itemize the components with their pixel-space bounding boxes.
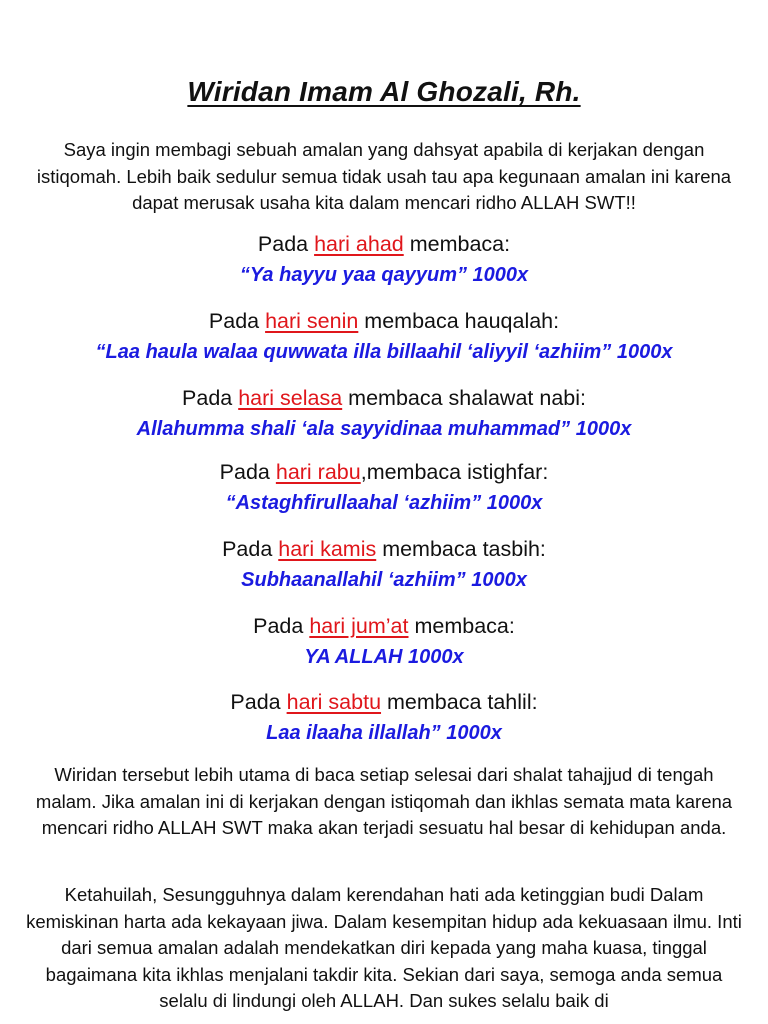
- recitation-text: Laa ilaaha illallah” 1000x: [266, 722, 502, 744]
- day-instruction: [0, 612, 768, 642]
- recitation-text: “Laa haula walaa quwwata illa billaahil ‘aliyyil ‘azhiim” 1000x: [95, 341, 673, 363]
- day-prefix: Pada: [230, 690, 287, 714]
- day-block-rabu: [0, 458, 768, 516]
- day-name: hari ahad: [314, 232, 404, 256]
- day-instruction: [0, 307, 768, 337]
- intro-paragraph: Saya ingin membagi sebuah amalan yang dahsyat apabila di kerjakan dengan istiqomah. Lebih baik sedulur semua tidak usah tau apa kegunaan amalan ini karena dapat merusak usaha kita dalam mencari ridho ALLAH SWT!!: [36, 139, 732, 213]
- day-prefix: Pada: [253, 614, 310, 638]
- day-prefix: Pada: [182, 386, 239, 410]
- day-prefix: Pada: [222, 537, 279, 561]
- document-title: Wiridan Imam Al Ghozali, Rh.: [187, 76, 581, 107]
- day-instruction: [0, 688, 768, 718]
- day-instruction: [0, 458, 768, 488]
- day-block-kamis: [0, 535, 768, 593]
- day-block-jumat: [0, 612, 768, 670]
- day-instruction: [0, 230, 768, 260]
- final-paragraph: Ketahuilah, Sesungguhnya dalam kerendahan hati ada ketinggian budi Dalam kemiskinan harta ada kekayaan jiwa. Dalam kesempitan hidup ada kekuasaan ilmu. Inti dari semua amalan adalah mendekatkan diri kepada yang maha kuasa, tinggal bagaimana kita ikhlas menjalani takdir kita. Sekian dari saya, semoga anda semua selalu di lindungi oleh ALLAH. Dan sukes selalu baik di: [26, 884, 742, 1011]
- day-suffix: membaca shalawat nabi:: [342, 386, 586, 410]
- day-name: hari kamis: [278, 537, 377, 561]
- day-prefix: Pada: [257, 232, 315, 256]
- day-suffix: membaca tasbih:: [376, 537, 546, 561]
- day-prefix: Pada: [219, 460, 276, 484]
- day-block-ahad: [0, 230, 768, 288]
- day-block-selasa: [0, 384, 768, 442]
- recitation-text: Subhaanallahil ‘azhiim” 1000x: [241, 569, 527, 591]
- day-suffix: membaca hauqalah:: [358, 309, 560, 333]
- day-block-sabtu: [0, 688, 768, 746]
- closing-paragraph: Wiridan tersebut lebih utama di baca setiap selesai dari shalat tahajjud di tengah malam. Jika amalan ini di kerjakan dengan istiqomah dan ikhlas semata mata karena mencari ridho ALLAH SWT maka akan terjadi sesuatu hal besar di kehidupan anda.: [35, 764, 733, 838]
- recitation-text: YA ALLAH 1000x: [304, 646, 464, 668]
- day-name: hari senin: [265, 309, 359, 333]
- day-block-senin: [0, 307, 768, 365]
- day-suffix: ,membaca istighfar:: [360, 460, 549, 484]
- recitation-text: “Ya hayyu yaa qayyum” 1000x: [239, 264, 529, 286]
- day-suffix: membaca:: [408, 614, 515, 638]
- day-suffix: membaca tahlil:: [381, 690, 538, 714]
- recitation-text: Allahumma shali ‘ala sayyidinaa muhammad” 1000x: [136, 418, 632, 440]
- day-instruction: [0, 535, 768, 565]
- day-name: hari selasa: [238, 386, 343, 410]
- recitation-text: “Astaghfirullaahal ‘azhiim” 1000x: [225, 492, 543, 514]
- day-name: hari rabu: [275, 460, 361, 484]
- day-prefix: Pada: [208, 309, 266, 333]
- day-suffix: membaca:: [403, 232, 511, 256]
- day-name: hari jum’at: [309, 614, 409, 638]
- day-name: hari sabtu: [286, 690, 382, 714]
- day-instruction: [0, 384, 768, 414]
